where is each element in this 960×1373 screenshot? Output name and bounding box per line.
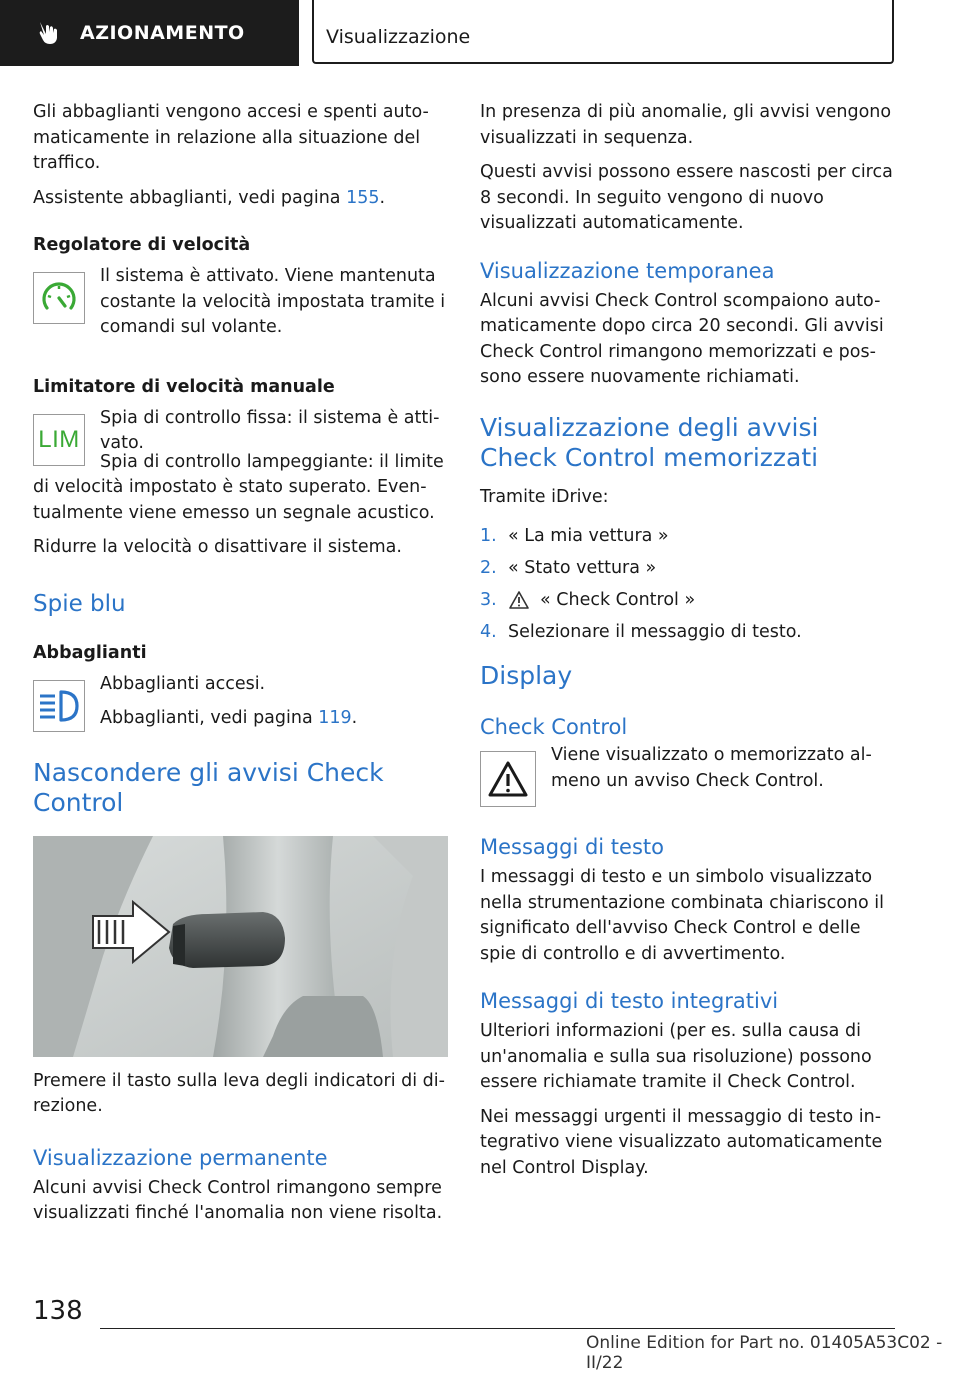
indicator-row [33, 264, 451, 341]
header-section-tab [0, 0, 299, 66]
paragraph: Tramite iDrive: [480, 486, 609, 507]
subheading: Abbaglianti [33, 642, 147, 663]
subheading: Limitatore di velocità manuale [33, 376, 335, 397]
chapter-tab [312, 0, 894, 64]
indicator-description: Il sistema è attivato. Viene mantenuta costante la velocità impostata tramite i comandi sul volante. [100, 266, 446, 337]
page-number: 138 [33, 1296, 83, 1326]
section-heading: Visualizzazione degli avvisi Check Control memorizzati [480, 412, 819, 472]
high-beam-icon [33, 680, 85, 732]
steps-list [480, 524, 900, 645]
section-heading: Spie blu [33, 590, 126, 617]
right-column [480, 100, 900, 1181]
subheading: Regolatore di velocità [33, 235, 251, 255]
edition-note: Online Edition for Part no. 01405A53C02 - II/22 [586, 1333, 943, 1373]
section-heading: Visualizzazione temporanea [480, 258, 775, 283]
paragraph: Alcuni avvisi Check Control rimangono sempre visualizzati finché l'anomalia non viene risolta. [33, 1177, 443, 1223]
check-control-warning-icon [480, 751, 536, 807]
turn-signal-lever-image [33, 836, 448, 1057]
section-heading: Visualizzazione permanente [33, 1145, 328, 1170]
subsection-heading: Messaggi di testo [480, 835, 664, 859]
left-column [33, 100, 451, 1227]
paragraph: Ulteriori informazioni (per es. sulla causa di un'anomalia e sulla sua risoluzione) possono essere richiamate tramite il Check Control. [480, 1021, 872, 1092]
indicator-description: Abbaglianti accesi. [100, 673, 266, 694]
list-item: 4. Selezionare il messaggio di testo. [480, 622, 802, 642]
indicator-row [33, 672, 451, 732]
cruise-control-icon [33, 272, 85, 324]
paragraph: Alcuni avvisi Check Control scompaiono auto-maticamente dopo circa 20 secondi. Gli avvisi Check Control rimangono memorizzati e pos-sono essere nuovamente richiamati. [480, 290, 884, 387]
paragraph-ref: Assistente abbaglianti, vedi pagina 155. [33, 187, 386, 208]
list-item: 2. « Stato vettura » [480, 558, 657, 578]
indicator-row [480, 743, 900, 807]
photo-caption: Premere il tasto sulla leva degli indicatori di di-rezione. [33, 1070, 445, 1116]
subsection-heading: Check Control [480, 715, 628, 739]
paragraph: I messaggi di testo e un simbolo visualizzato nella strumentazione combinata chiariscono il significato dell'avviso Check Control e delle spie di controllo e di avvertimento. [480, 867, 884, 964]
paragraph: Questi avvisi possono essere nascosti per circa 8 secondi. In seguito vengono di nuovo visualizzati automaticamente. [480, 162, 893, 233]
page-link[interactable]: 155 [346, 187, 380, 208]
paragraph: Ridurre la velocità o disattivare il sistema. [33, 537, 402, 557]
paragraph: In presenza di più anomalie, gli avvisi vengono visualizzati in sequenza. [480, 102, 892, 148]
section-label: AZIONAMENTO [80, 22, 245, 44]
section-heading: Nascondere gli avvisi Check Control [33, 757, 384, 817]
paragraph-ref: Abbaglianti, vedi pagina 119. [100, 708, 358, 728]
chapter-title: Visualizzazione [326, 26, 471, 48]
indicator-description: Spia di controllo fissa: il sistema è atti-vato. [100, 407, 440, 453]
subsection-heading: Messaggi di testo integrativi [480, 989, 779, 1013]
hand-pointer-icon [34, 18, 64, 48]
footer-divider [100, 1328, 895, 1329]
list-item: 1. « La mia vettura » [480, 526, 669, 546]
paragraph: Spia di controllo lampeggiante: il limite di velocità impostato è stato superato. Even-tualmente viene emesso un segnale acustico. [33, 451, 444, 523]
warning-icon [508, 590, 530, 610]
paragraph: Nei messaggi urgenti il messaggio di testo in-tegrativo viene visualizzato automaticamente nel Control Display. [480, 1106, 883, 1178]
section-heading: Display [480, 661, 573, 690]
paragraph: Gli abbaglianti vengono accesi e spenti auto-maticamente in relazione alla situazione del traffico. [33, 102, 429, 173]
page-link[interactable]: 119 [318, 708, 352, 728]
list-item: 3. « Check Control » [480, 590, 696, 610]
speed-limiter-icon: LIM [33, 414, 85, 466]
indicator-description: Viene visualizzato o memorizzato al-meno un avviso Check Control. [551, 745, 872, 791]
